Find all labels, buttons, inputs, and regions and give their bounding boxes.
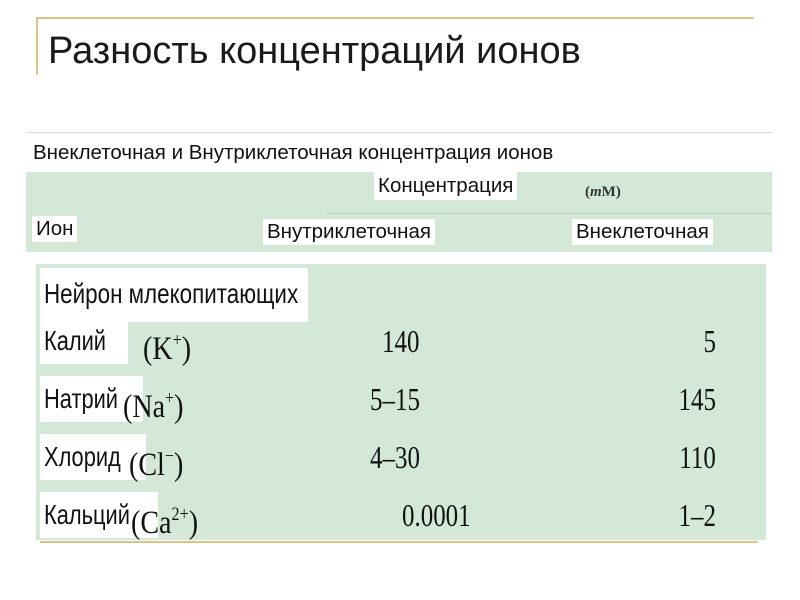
ion-symbol [129,434,183,488]
ion-symbol-open: (Ca [131,505,172,541]
ion-symbol-close: ) [174,389,184,425]
unit-molar: M) [601,184,621,200]
column-header-ion: Ион [32,216,77,242]
ion-symbol-close: ) [181,331,192,367]
group-label: Нейрон млекопитающих [44,278,299,309]
ion-concentration-table [26,132,772,540]
table-caption-bar [26,132,772,174]
intracellular-value: 140 [382,323,420,359]
table-caption: Внеклеточная и Внутриклеточная концентрация ионов [29,139,557,167]
intracellular-value: 5–15 [370,381,420,417]
ion-symbol-open: (Cl [129,447,165,483]
concentration-header: Концентрация [374,172,517,200]
header-divider [326,213,772,214]
intracellular-value: 4–30 [370,439,420,475]
ion-name-cell [40,318,128,364]
intracellular-value: 0.0001 [402,497,471,533]
slide-title: Разность концентраций ионов [48,30,581,72]
column-header-extracellular: Внеклеточная [572,219,713,245]
ion-name: Калий [44,325,107,356]
unit-milli: m [590,184,602,200]
ion-symbol-close: ) [173,447,184,483]
ion-symbol-open: (Na [123,389,166,425]
unit-label [585,184,621,201]
ion-symbol-close: ) [188,505,199,541]
ion-name: Кальций [44,499,130,530]
table-row [26,486,772,544]
table-row [26,312,772,370]
column-header-intracellular: Внутриклеточная [263,219,435,245]
ion-charge: 2+ [171,504,189,525]
extracellular-value: 1–2 [678,497,716,533]
unit-open: ( [585,184,590,200]
table-row [26,428,772,486]
slide-left-rule [36,17,38,75]
slide-bottom-rule [40,541,758,543]
ion-name: Хлорид [44,441,121,472]
ion-charge: − [164,446,174,467]
table-row [26,370,772,428]
ion-charge: + [172,330,182,351]
extracellular-value: 145 [678,381,716,417]
ion-charge: + [165,388,175,409]
ion-symbol [123,376,184,430]
ion-symbol [131,492,198,546]
ion-name: Натрий [44,383,118,414]
slide-top-rule [36,17,754,19]
ion-symbol [143,318,191,372]
extracellular-value: 5 [703,323,716,359]
extracellular-value: 110 [679,439,716,475]
ion-symbol-open: (K [143,331,173,367]
